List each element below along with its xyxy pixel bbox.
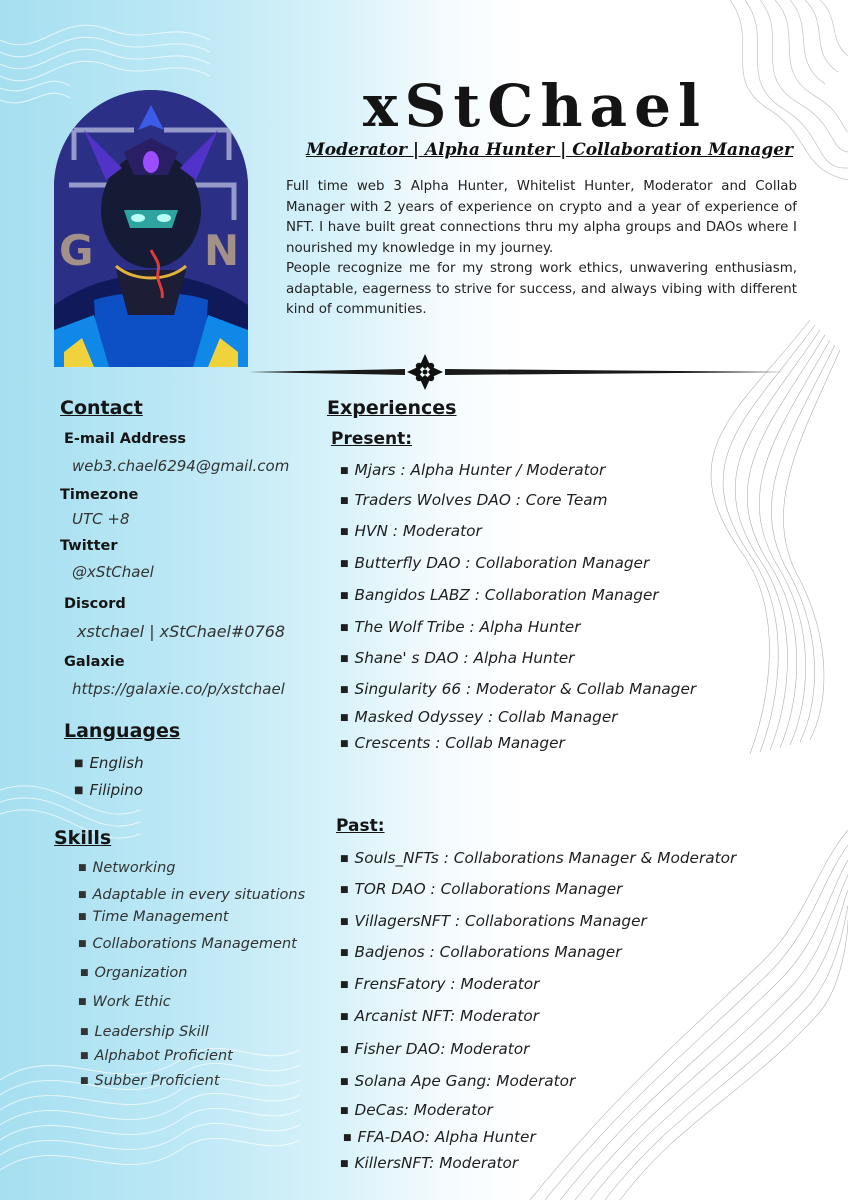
past-heading: Past: (336, 816, 385, 836)
experience-item: ■ Badjenos : Collaborations Manager (340, 943, 622, 961)
galaxie-label: Galaxie (64, 654, 125, 670)
experience-item: ■ Butterfly DAO : Collaboration Manager (340, 554, 650, 572)
experience-item: ■ FrensFatory : Moderator (340, 975, 540, 993)
contact-heading: Contact (60, 397, 143, 419)
experience-item: ■ Solana Ape Gang: Moderator (340, 1072, 576, 1090)
experience-item: ■ KillersNFT: Moderator (340, 1154, 519, 1172)
discord-value[interactable]: xstchael | xStChael#0768 (77, 622, 286, 641)
four-point-cross-ornament (407, 354, 443, 390)
galaxie-value[interactable]: https://galaxie.co/p/xstchael (72, 680, 285, 698)
discord-label: Discord (64, 596, 126, 612)
skill-item: ■ Adaptable in every situations (78, 887, 306, 903)
experience-item: ■ Souls_NFTs : Collaborations Manager & Moderator (340, 849, 737, 867)
experiences-heading: Experiences (327, 397, 457, 419)
experience-item: ■ Crescents : Collab Manager (340, 734, 565, 752)
person-name: xStChael (362, 72, 708, 140)
language-item: ■ English (74, 754, 144, 772)
experience-item: ■ Singularity 66 : Moderator & Collab Manager (340, 680, 697, 698)
experience-item: ■ TOR DAO : Collaborations Manager (340, 880, 623, 898)
experience-item: ■ VillagersNFT : Collaborations Manager (340, 912, 647, 930)
experience-item: ■ DeCas: Moderator (340, 1101, 493, 1119)
skill-item: ■ Time Management (78, 909, 229, 925)
profile-summary (286, 177, 797, 321)
experience-item: ■ Fisher DAO: Moderator (340, 1040, 530, 1058)
skill-item: ■ Work Ethic (78, 994, 171, 1010)
skill-item: ■ Organization (80, 965, 188, 981)
skill-item: ■ Subber Proficient (80, 1073, 220, 1089)
skill-item: ■ Alphabot Proficient (80, 1048, 233, 1064)
language-item: ■ Filipino (74, 781, 143, 799)
skill-item: ■ Networking (78, 860, 176, 876)
present-heading: Present: (331, 429, 413, 449)
svg-text:N: N (204, 226, 240, 275)
languages-heading: Languages (64, 720, 181, 742)
timezone-label: Timezone (60, 487, 139, 503)
email-label: E-mail Address (64, 431, 187, 447)
experience-item: ■ Arcanist NFT: Moderator (340, 1007, 540, 1025)
experience-item: ■ HVN : Moderator (340, 522, 482, 540)
profile-avatar (54, 90, 248, 367)
skill-item: ■ Leadership Skill (80, 1024, 209, 1040)
experience-item: ■ The Wolf Tribe : Alpha Hunter (340, 618, 581, 636)
summary-paragraph: People recognize me for my strong work ethics, unwavering enthusiasm, adaptable, eagerness to strive for success, and always vibing with different kind of communities. (286, 261, 797, 317)
skills-heading: Skills (54, 827, 112, 849)
skill-item: ■ Collaborations Management (78, 936, 297, 952)
twitter-value[interactable]: @xStChael (72, 563, 154, 581)
summary-paragraph: Full time web 3 Alpha Hunter, Whitelist Hunter, Moderator and Collab Manager with 2 years of experience on crypto and a year of experience of NFT. I have built great connections thru my alpha groups and DAOs where I nourished my knowledge in my journey. (286, 179, 797, 256)
experience-item: ■ Masked Odyssey : Collab Manager (340, 708, 618, 726)
experience-item: ■ Shane' s DAO : Alpha Hunter (340, 649, 575, 667)
job-tagline: Moderator | Alpha Hunter | Collaboration Manager (305, 140, 794, 160)
timezone-value: UTC +8 (72, 510, 130, 528)
email-value[interactable]: web3.chael6294@gmail.com (72, 457, 290, 475)
svg-text:G: G (59, 226, 94, 275)
experience-item: ■ Traders Wolves DAO : Core Team (340, 491, 608, 509)
twitter-label: Twitter (60, 538, 118, 554)
experience-item: ■ FFA-DAO: Alpha Hunter (343, 1128, 536, 1146)
experience-item: ■ Mjars : Alpha Hunter / Moderator (340, 461, 606, 479)
experience-item: ■ Bangidos LABZ : Collaboration Manager (340, 586, 659, 604)
